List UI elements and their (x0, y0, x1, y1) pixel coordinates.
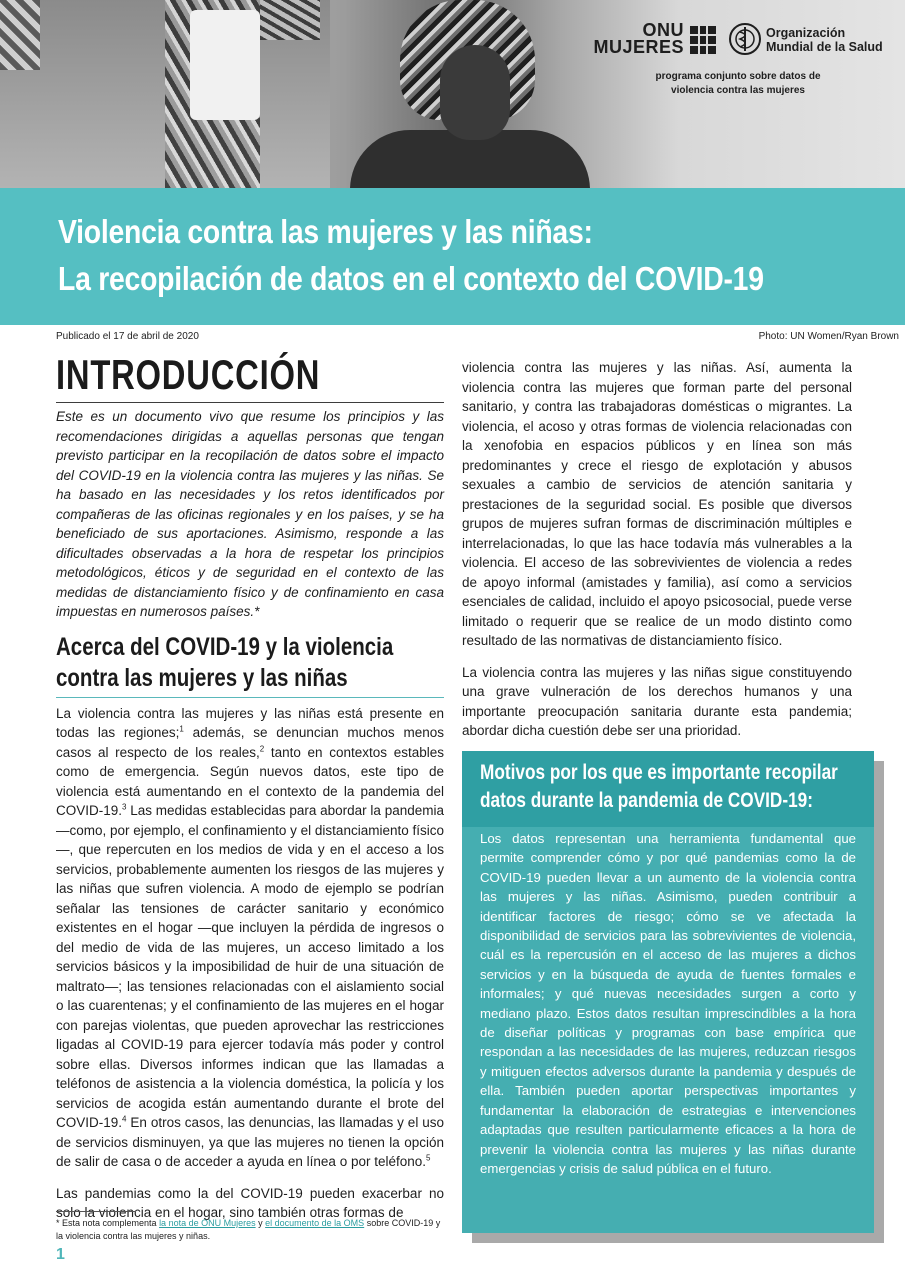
oms-emblem-icon (728, 22, 762, 56)
footnote: * Esta nota complementa la nota de ONU Mujeres y el documento de la OMS sobre COVID-19 y la violencia contra las mujeres y niñas. (56, 1218, 441, 1241)
photo-credit: Photo: UN Women/Ryan Brown (758, 331, 899, 342)
left-column (56, 350, 444, 1235)
intro-text: Este es un documento vivo que resume los principios y las recomendaciones dirigidas a aquellas personas que tengan previsto participar en la recopilación de datos sobre el impacto del COVID-19 en la violencia contra las mujeres y las niñas. Se ha basado en las necesidades y los retos identificados por compañeras de las oficinas regionales y en los países, y se ha beneficiado de sus aportaciones. Asimismo, responde a las dificultades observadas a la hora de respetar los principios metodológicos, éticos y de seguridad en el contexto de las medidas de distanciamiento físico y de confinamiento en casa impuestas en numerosos países.* (56, 409, 444, 619)
publication-date: Publicado el 17 de abril de 2020 (56, 331, 199, 342)
right-column (462, 358, 852, 753)
title-band (0, 188, 905, 325)
onu-mujeres-note-link[interactable]: la nota de ONU Mujeres (159, 1218, 256, 1228)
document-title: Violencia contra las mujeres y las niñas: La recopilación de datos en el contexto del COVID-19 (58, 213, 764, 297)
oms-document-link[interactable]: el documento de la OMS (265, 1218, 365, 1228)
section-divider (56, 697, 444, 698)
footnote-divider (56, 1211, 136, 1212)
partner-logos (588, 22, 888, 102)
intro-heading: INTRODUCCIÓN (56, 351, 321, 398)
section-body (56, 704, 444, 1223)
footnote-ref-3[interactable]: 3 (122, 802, 127, 812)
callout-body (462, 827, 874, 1233)
callout-text: Los datos representan una herramienta fundamental que permite comprender cómo y por qué pandemias como la de COVID-19 pueden llevar a un aumento de la violencia contra las mujeres y las niñas. Asimismo, pueden contribuir a identificar factores de riesgo; cómo se ve afectada la disponibilidad de servicios para las sobrevivientes de violencia, cuál es la repercusión en el acceso de las mujeres a dichos servicios y en la búsqueda de ayuda de fuentes formales e informales; y qué nuevas necesidades surgen a corto y mediano plazo. Estos datos resultan imprescindibles a la hora de diseñar políticas y programas con base empírica que respondan a las necesidades de las mujeres, reduzcan riesgos y mitiguen efectos adversos durante la pandemia y después de ella. También pueden aportar perspectivas importantes y fundamentar la elaboración de estrategias e intervenciones adaptadas que resulten particularmente eficaces a la hora de prevenir la violencia contra las mujeres y las niñas durante emergencias y crisis de salud pública en el futuro. (480, 831, 856, 1176)
program-caption: programa conjunto sobre datos de violencia contra las mujeres (655, 71, 821, 96)
header-photo (0, 0, 905, 188)
right-paragraph-2: La violencia contra las mujeres y las niñas sigue constituyendo una grave vulneración de los derechos humanos y una importante preocupación sanitaria durante esta pandemia; abordar dicha cuestión debe ser una prioridad. (462, 664, 852, 738)
section-heading: Acerca del COVID-19 y la violencia contra las mujeres y las niñas (56, 632, 394, 692)
callout-box (462, 751, 874, 1233)
oms-logo-text: Organización Mundial de la Salud (766, 26, 883, 54)
footnote-ref-4[interactable]: 4 (122, 1114, 127, 1124)
onu-mujeres-emblem-icon (688, 24, 718, 56)
intro-divider (56, 402, 444, 403)
section-paragraph-1: La violencia contra las mujeres y las niñas está presente en todas las regiones;$^1$ además, se denuncian muchos menos casos al respecto de los reales,$^2$ tanto en contextos estables como de emergencia. Según nuevos datos, este tipo de violencia está aumentando en el contexto de la pandemia del COVID-19.$^3$ Las medidas establecidas para abordar la pandemia —como, por ejemplo, el confinamiento y el distanciamiento físico—, que repercuten en los medios de vida y en el acceso a los servicios, probablemente aumenten los riesgos de las mujeres y las niñas que sufren violencia. A modo de ejemplo se podrían señalar las tensiones de carácter sanitario y económico existentes en el hogar —que incluyen la pérdida de ingresos o del medio de vida de las mujeres, un acceso limitado a los servicios básicos y la imposibilidad de huir de una situación de maltrato—; las tensiones relacionadas con el aislamiento social o las cuarentenas; y el confinamiento de las mujeres en el hogar con parejas violentas, que pueden aprovechar las restricciones ligadas al COVID-19 para ejercer todavía más poder y control sobre ellas. Diversos informes indican que las llamadas a teléfonos de asistencia a la violencia doméstica, la policía y los servicios de acogida están aumentando durante el brote del COVID-19.$^4$ En otros casos, las denuncias, las llamadas y el uso de servicios disminuyen, ya que las mujeres no tienen la opción de salir de casa o de acceder a ayuda en línea o por teléfono.$^5$ (56, 705, 444, 1169)
footnote-ref-5[interactable]: 5 (426, 1153, 431, 1163)
callout-heading: Motivos por los que es importante recopilar datos durante la pandemia de COVID-19: (462, 751, 874, 827)
footnote-ref-2[interactable]: 2 (259, 744, 265, 753)
page-number: 1 (56, 1246, 65, 1263)
onu-mujeres-logo: ONU MUJERES (593, 20, 684, 57)
right-paragraph-1: violencia contra las mujeres y las niñas. Así, aumenta la violencia contra las mujeres que forman parte del personal sanitario, y contra las trabajadoras domésticas o migrantes. La violencia, el acoso y otras formas de violencia relacionadas con la xenofobia en espacios públicos y en línea son más predominantes y crece el riesgo de explotación y abusos sexuales a cambio de servicios de atención sanitaria y prestaciones de la seguridad social. Es posible que diversos grupos de mujeres sufran formas de discriminación múltiples e interrelacionadas, lo que las hace todavía más vulnerables a la violencia. El acceso de las sobrevivientes de violencia a redes de apoyo informal (amistades y familia), así como a servicios esenciales de calidad, incluido el apoyo psicosocial, puede verse limitado o requerir que se realice de un modo distinto como resultado de las normativas de distanciamiento físico. (462, 360, 852, 648)
footnote-ref-1[interactable]: 1 (179, 724, 184, 734)
section-paragraph-2: Las pandemias como la del COVID-19 pueden exacerbar no solo la violencia en el hogar, sino también otras formas de (56, 1185, 444, 1220)
